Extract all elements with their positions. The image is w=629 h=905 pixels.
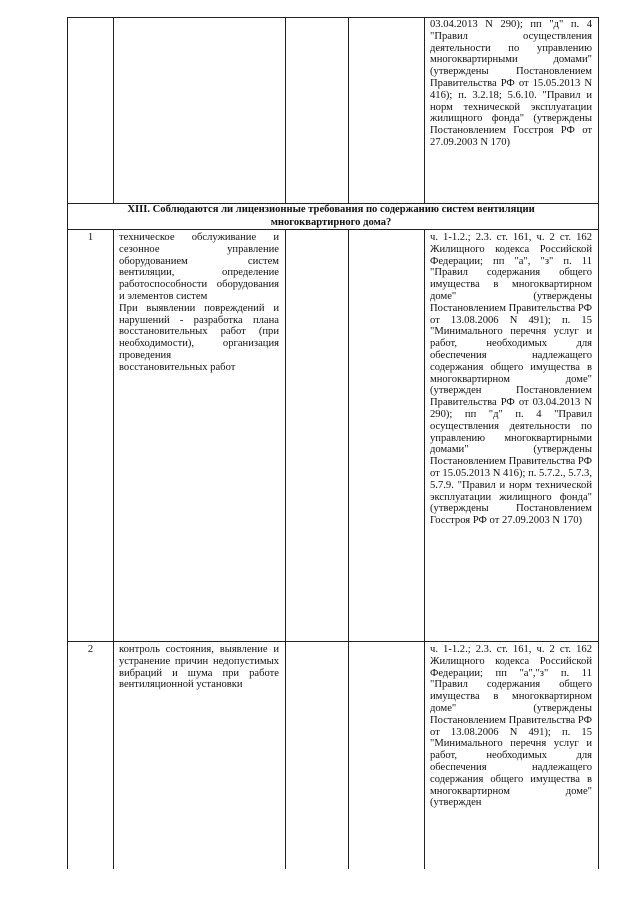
- reference-cell: ч. 1-1.2.; 2.3. ст. 161, ч. 2 ст. 162 Жилищного кодекса Российской Федерации; пп "а","з" п. 11 "Правил содержания общего имущества в многоквартирном доме" (утверждены Постановлением Правительства РФ от 13.08.2006 N 491); п. 15 "Минимального перечня услуг и работ, необходимых для обеспечения надлежащего содержания общего имущества в многоквартирном доме" (утвержден: [430, 644, 592, 809]
- reference-cell-continued: 03.04.2013 N 290); пп "д" п. 4 "Правил осуществления деятельности по управлению многоквартирными домами" (утверждены Постановлением Правительства РФ от 15.05.2013 N 416); п. 3.2.18; 5.6.10. "Правил и норм технической эксплуатации жилищного фонда" (утверждены Постановлением Госстроя РФ от 27.09.2003 N 170): [430, 19, 592, 148]
- row-number: 2: [87, 644, 94, 655]
- table-col-rule: [424, 229, 425, 869]
- requirement-cell: контроль состояния, выявление и устранение причин недопустимых вибраций и шума при работе вентиляционной установки: [119, 644, 279, 691]
- table-col-rule: [67, 203, 68, 229]
- reference-cell: ч. 1-1.2.; 2.3. ст. 161, ч. 2 ст. 162 Жилищного кодекса Российской Федерации; пп "а", "з" п. 11 "Правил содержания общего имущества в многоквартирном доме" (утверждены Постановлением Правительства РФ от 13.08.2006 N 491); п. 15 "Минимального перечня услуг и работ, необходимых для обеспечения надлежащего содержания общего имущества в многоквартирном доме" (утвержден Постановлением Правительства РФ от 03.04.2013 N 290); пп "д" п. 4 "Правил осуществления деятельности по управлению многоквартирными домами" (утверждены Постановлением Правительства РФ от 15.05.2013 N 416); п. 5.7.2., 5.7.3, 5.7.9. "Правил и норм технической эксплуатации жилищного фонда" (утверждены Постановлением Госстроя РФ от 27.09.2003 N 170): [430, 232, 592, 527]
- table-col-rule: [67, 229, 68, 869]
- table-rule-top: [67, 17, 599, 18]
- table-col-rule: [113, 229, 114, 869]
- requirement-cell: техническое обслуживание и сезонное управление оборудованием систем вентиляции, определение работоспособности оборудования и элементов систем При выявлении повреждений и нарушений - разработка плана восстановительных работ (при необходимости), организация проведения восстановительных работ: [119, 232, 279, 373]
- table-col-rule: [598, 17, 599, 203]
- table-col-rule: [598, 229, 599, 869]
- table-rule-section-bottom: [67, 229, 599, 230]
- section-heading: XIII. Соблюдаются ли лицензионные требования по содержанию систем вентиляции многоквартирного дома?: [127, 204, 535, 228]
- table-col-rule: [67, 17, 68, 203]
- table-col-rule: [348, 17, 349, 203]
- table-rule-row1-bottom: [67, 641, 599, 642]
- table-col-rule: [113, 17, 114, 203]
- table-col-rule: [285, 229, 286, 869]
- table-col-rule: [285, 17, 286, 203]
- table-col-rule: [424, 17, 425, 203]
- table-col-rule: [598, 203, 599, 229]
- row-number: 1: [87, 232, 94, 243]
- table-col-rule: [348, 229, 349, 869]
